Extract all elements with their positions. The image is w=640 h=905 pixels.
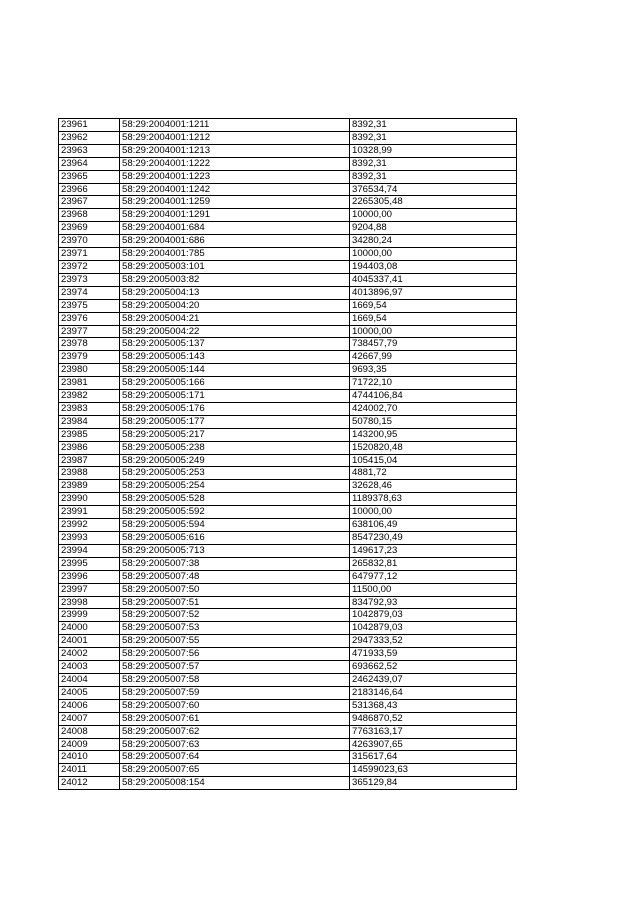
- row-number-cell: 23982: [59, 390, 120, 403]
- row-number-cell: 23980: [59, 364, 120, 377]
- cadastral-number-cell: 58:29:2004001:1242: [120, 183, 350, 196]
- table-row: [59, 686, 517, 699]
- table-row: [59, 377, 517, 390]
- cadastral-number-cell: 58:29:2005007:64: [120, 751, 350, 764]
- value-cell: 1669,54: [350, 299, 517, 312]
- row-number-cell: 24007: [59, 712, 120, 725]
- table-row: [59, 157, 517, 170]
- value-cell: 2947333,52: [350, 635, 517, 648]
- value-cell: 50780,15: [350, 415, 517, 428]
- cadastral-number-cell: 58:29:2005007:62: [120, 725, 350, 738]
- cadastral-number-cell: 58:29:2005003:101: [120, 260, 350, 273]
- value-cell: 2462439,07: [350, 673, 517, 686]
- table-row: [59, 544, 517, 557]
- value-cell: 365129,84: [350, 777, 517, 790]
- row-number-cell: 23998: [59, 596, 120, 609]
- row-number-cell: 23978: [59, 338, 120, 351]
- cadastral-number-cell: 58:29:2005005:166: [120, 377, 350, 390]
- cadastral-number-cell: 58:29:2005007:50: [120, 583, 350, 596]
- table-row: [59, 712, 517, 725]
- table-row: [59, 596, 517, 609]
- row-number-cell: 23969: [59, 222, 120, 235]
- value-cell: 14599023,63: [350, 764, 517, 777]
- table-row: [59, 131, 517, 144]
- value-cell: 1669,54: [350, 312, 517, 325]
- row-number-cell: 24012: [59, 777, 120, 790]
- table-row: [59, 183, 517, 196]
- row-number-cell: 23966: [59, 183, 120, 196]
- table-row: [59, 415, 517, 428]
- cadastral-number-cell: 58:29:2005007:63: [120, 738, 350, 751]
- value-cell: 4744106,84: [350, 390, 517, 403]
- value-cell: 638106,49: [350, 519, 517, 532]
- table-row: [59, 764, 517, 777]
- row-number-cell: 23974: [59, 286, 120, 299]
- row-number-cell: 23972: [59, 260, 120, 273]
- table-row: [59, 286, 517, 299]
- row-number-cell: 23991: [59, 506, 120, 519]
- row-number-cell: 23999: [59, 609, 120, 622]
- value-cell: 10328,99: [350, 144, 517, 157]
- value-cell: 2265305,48: [350, 196, 517, 209]
- row-number-cell: 23981: [59, 377, 120, 390]
- cadastral-number-cell: 58:29:2004001:1259: [120, 196, 350, 209]
- value-cell: 149617,23: [350, 544, 517, 557]
- cadastral-number-cell: 58:29:2004001:1213: [120, 144, 350, 157]
- cadastral-number-cell: 58:29:2005007:48: [120, 570, 350, 583]
- cadastral-number-cell: 58:29:2005005:528: [120, 493, 350, 506]
- table-row: [59, 428, 517, 441]
- cadastral-number-cell: 58:29:2005005:144: [120, 364, 350, 377]
- cadastral-number-cell: 58:29:2005007:58: [120, 673, 350, 686]
- value-cell: 424002,70: [350, 402, 517, 415]
- value-cell: 8392,31: [350, 157, 517, 170]
- value-cell: 1520820,48: [350, 441, 517, 454]
- table-row: [59, 312, 517, 325]
- cadastral-number-cell: 58:29:2005003:82: [120, 273, 350, 286]
- row-number-cell: 24004: [59, 673, 120, 686]
- cadastral-number-cell: 58:29:2005005:592: [120, 506, 350, 519]
- table-row: [59, 467, 517, 480]
- row-number-cell: 24006: [59, 699, 120, 712]
- value-cell: 10000,00: [350, 209, 517, 222]
- value-cell: 143200,95: [350, 428, 517, 441]
- cadastral-number-cell: 58:29:2005007:38: [120, 557, 350, 570]
- row-number-cell: 24001: [59, 635, 120, 648]
- value-cell: 834792,93: [350, 596, 517, 609]
- value-cell: 10000,00: [350, 325, 517, 338]
- table-row: [59, 235, 517, 248]
- table-row: [59, 738, 517, 751]
- table-row: [59, 441, 517, 454]
- value-cell: 315617,64: [350, 751, 517, 764]
- table-row: [59, 699, 517, 712]
- table-row: [59, 260, 517, 273]
- cadastral-number-cell: 58:29:2004001:1212: [120, 131, 350, 144]
- row-number-cell: 23987: [59, 454, 120, 467]
- row-number-cell: 23986: [59, 441, 120, 454]
- value-cell: 10000,00: [350, 506, 517, 519]
- value-cell: 1189378,63: [350, 493, 517, 506]
- cadastral-number-cell: 58:29:2005005:217: [120, 428, 350, 441]
- value-cell: 647977,12: [350, 570, 517, 583]
- value-cell: 105415,04: [350, 454, 517, 467]
- value-cell: 11500,00: [350, 583, 517, 596]
- table-row: [59, 119, 517, 132]
- table-row: [59, 635, 517, 648]
- table-row: [59, 248, 517, 261]
- table-row: [59, 144, 517, 157]
- table-row: [59, 506, 517, 519]
- table-row: [59, 364, 517, 377]
- row-number-cell: 23989: [59, 480, 120, 493]
- row-number-cell: 23995: [59, 557, 120, 570]
- cadastral-number-cell: 58:29:2005005:143: [120, 351, 350, 364]
- value-cell: 471933,59: [350, 648, 517, 661]
- cadastral-number-cell: 58:29:2004001:1222: [120, 157, 350, 170]
- row-number-cell: 24005: [59, 686, 120, 699]
- cadastral-number-cell: 58:29:2005007:51: [120, 596, 350, 609]
- row-number-cell: 23970: [59, 235, 120, 248]
- value-cell: 265832,81: [350, 557, 517, 570]
- value-cell: 1042879,03: [350, 609, 517, 622]
- row-number-cell: 23967: [59, 196, 120, 209]
- cadastral-number-cell: 58:29:2005007:55: [120, 635, 350, 648]
- table-row: [59, 557, 517, 570]
- cadastral-number-cell: 58:29:2004001:1223: [120, 170, 350, 183]
- value-cell: 10000,00: [350, 248, 517, 261]
- table-row: [59, 661, 517, 674]
- row-number-cell: 23997: [59, 583, 120, 596]
- cadastral-number-cell: 58:29:2005005:137: [120, 338, 350, 351]
- row-number-cell: 23984: [59, 415, 120, 428]
- row-number-cell: 23996: [59, 570, 120, 583]
- row-number-cell: 23963: [59, 144, 120, 157]
- cadastral-number-cell: 58:29:2005005:253: [120, 467, 350, 480]
- row-number-cell: 23994: [59, 544, 120, 557]
- value-cell: 738457,79: [350, 338, 517, 351]
- cadastral-number-cell: 58:29:2005007:57: [120, 661, 350, 674]
- row-number-cell: 23988: [59, 467, 120, 480]
- table-body: [59, 119, 517, 790]
- value-cell: 693662,52: [350, 661, 517, 674]
- cadastral-number-cell: 58:29:2005004:22: [120, 325, 350, 338]
- table-row: [59, 390, 517, 403]
- value-cell: 2183146,64: [350, 686, 517, 699]
- table-row: [59, 751, 517, 764]
- table-row: [59, 196, 517, 209]
- row-number-cell: 23976: [59, 312, 120, 325]
- table-row: [59, 480, 517, 493]
- value-cell: 4013896,97: [350, 286, 517, 299]
- table-row: [59, 648, 517, 661]
- row-number-cell: 24011: [59, 764, 120, 777]
- row-number-cell: 24000: [59, 622, 120, 635]
- row-number-cell: 23964: [59, 157, 120, 170]
- cadastral-number-cell: 58:29:2005005:594: [120, 519, 350, 532]
- table-row: [59, 402, 517, 415]
- value-cell: 8392,31: [350, 131, 517, 144]
- row-number-cell: 23993: [59, 532, 120, 545]
- cadastral-number-cell: 58:29:2005004:13: [120, 286, 350, 299]
- table-row: [59, 325, 517, 338]
- cadastral-number-cell: 58:29:2004001:785: [120, 248, 350, 261]
- table-row: [59, 725, 517, 738]
- cadastral-number-cell: 58:29:2005007:53: [120, 622, 350, 635]
- row-number-cell: 24008: [59, 725, 120, 738]
- cadastral-number-cell: 58:29:2005007:56: [120, 648, 350, 661]
- value-cell: 8392,31: [350, 170, 517, 183]
- row-number-cell: 24009: [59, 738, 120, 751]
- cadastral-number-cell: 58:29:2005004:21: [120, 312, 350, 325]
- value-cell: 4045337,41: [350, 273, 517, 286]
- value-cell: 1042879,03: [350, 622, 517, 635]
- table-row: [59, 299, 517, 312]
- table-row: [59, 570, 517, 583]
- table-row: [59, 209, 517, 222]
- table-row: [59, 609, 517, 622]
- row-number-cell: 23971: [59, 248, 120, 261]
- row-number-cell: 24002: [59, 648, 120, 661]
- row-number-cell: 23961: [59, 119, 120, 132]
- cadastral-number-cell: 58:29:2005005:176: [120, 402, 350, 415]
- value-cell: 4881,72: [350, 467, 517, 480]
- value-cell: 32628,46: [350, 480, 517, 493]
- cadastral-number-cell: 58:29:2004001:684: [120, 222, 350, 235]
- value-cell: 8392,31: [350, 119, 517, 132]
- value-cell: 9693,35: [350, 364, 517, 377]
- table-row: [59, 519, 517, 532]
- cadastral-number-cell: 58:29:2004001:1291: [120, 209, 350, 222]
- cadastral-number-cell: 58:29:2005007:59: [120, 686, 350, 699]
- row-number-cell: 24010: [59, 751, 120, 764]
- cadastral-number-cell: 58:29:2005005:171: [120, 390, 350, 403]
- row-number-cell: 23973: [59, 273, 120, 286]
- table-row: [59, 351, 517, 364]
- cadastral-number-cell: 58:29:2005007:52: [120, 609, 350, 622]
- table-row: [59, 622, 517, 635]
- value-cell: 194403,08: [350, 260, 517, 273]
- table-row: [59, 454, 517, 467]
- table-row: [59, 777, 517, 790]
- cadastral-number-cell: 58:29:2005005:177: [120, 415, 350, 428]
- table-row: [59, 493, 517, 506]
- table-row: [59, 273, 517, 286]
- cadastral-number-cell: 58:29:2005005:254: [120, 480, 350, 493]
- table-row: [59, 222, 517, 235]
- table-row: [59, 170, 517, 183]
- cadastral-number-cell: 58:29:2004001:686: [120, 235, 350, 248]
- cadastral-number-cell: 58:29:2005008:154: [120, 777, 350, 790]
- value-cell: 531368,43: [350, 699, 517, 712]
- cadastral-number-cell: 58:29:2005007:60: [120, 699, 350, 712]
- row-number-cell: 23990: [59, 493, 120, 506]
- row-number-cell: 23992: [59, 519, 120, 532]
- cadastral-number-cell: 58:29:2005005:249: [120, 454, 350, 467]
- row-number-cell: 23975: [59, 299, 120, 312]
- value-cell: 34280,24: [350, 235, 517, 248]
- row-number-cell: 23979: [59, 351, 120, 364]
- value-cell: 8547230,49: [350, 532, 517, 545]
- cadastral-number-cell: 58:29:2004001:1211: [120, 119, 350, 132]
- value-cell: 7763163,17: [350, 725, 517, 738]
- cadastral-number-cell: 58:29:2005004:20: [120, 299, 350, 312]
- row-number-cell: 23968: [59, 209, 120, 222]
- cadastral-number-cell: 58:29:2005005:616: [120, 532, 350, 545]
- row-number-cell: 23965: [59, 170, 120, 183]
- value-cell: 42667,99: [350, 351, 517, 364]
- row-number-cell: 23983: [59, 402, 120, 415]
- cadastral-number-cell: 58:29:2005005:713: [120, 544, 350, 557]
- value-cell: 9204,88: [350, 222, 517, 235]
- row-number-cell: 24003: [59, 661, 120, 674]
- row-number-cell: 23985: [59, 428, 120, 441]
- cadastral-number-cell: 58:29:2005005:238: [120, 441, 350, 454]
- row-number-cell: 23977: [59, 325, 120, 338]
- table-row: [59, 532, 517, 545]
- value-cell: 71722,10: [350, 377, 517, 390]
- table-row: [59, 673, 517, 686]
- row-number-cell: 23962: [59, 131, 120, 144]
- value-cell: 376534,74: [350, 183, 517, 196]
- value-cell: 4263907,65: [350, 738, 517, 751]
- value-cell: 9486870,52: [350, 712, 517, 725]
- table-row: [59, 583, 517, 596]
- cadastral-number-cell: 58:29:2005007:65: [120, 764, 350, 777]
- data-table: [58, 118, 517, 790]
- cadastral-number-cell: 58:29:2005007:61: [120, 712, 350, 725]
- table-row: [59, 338, 517, 351]
